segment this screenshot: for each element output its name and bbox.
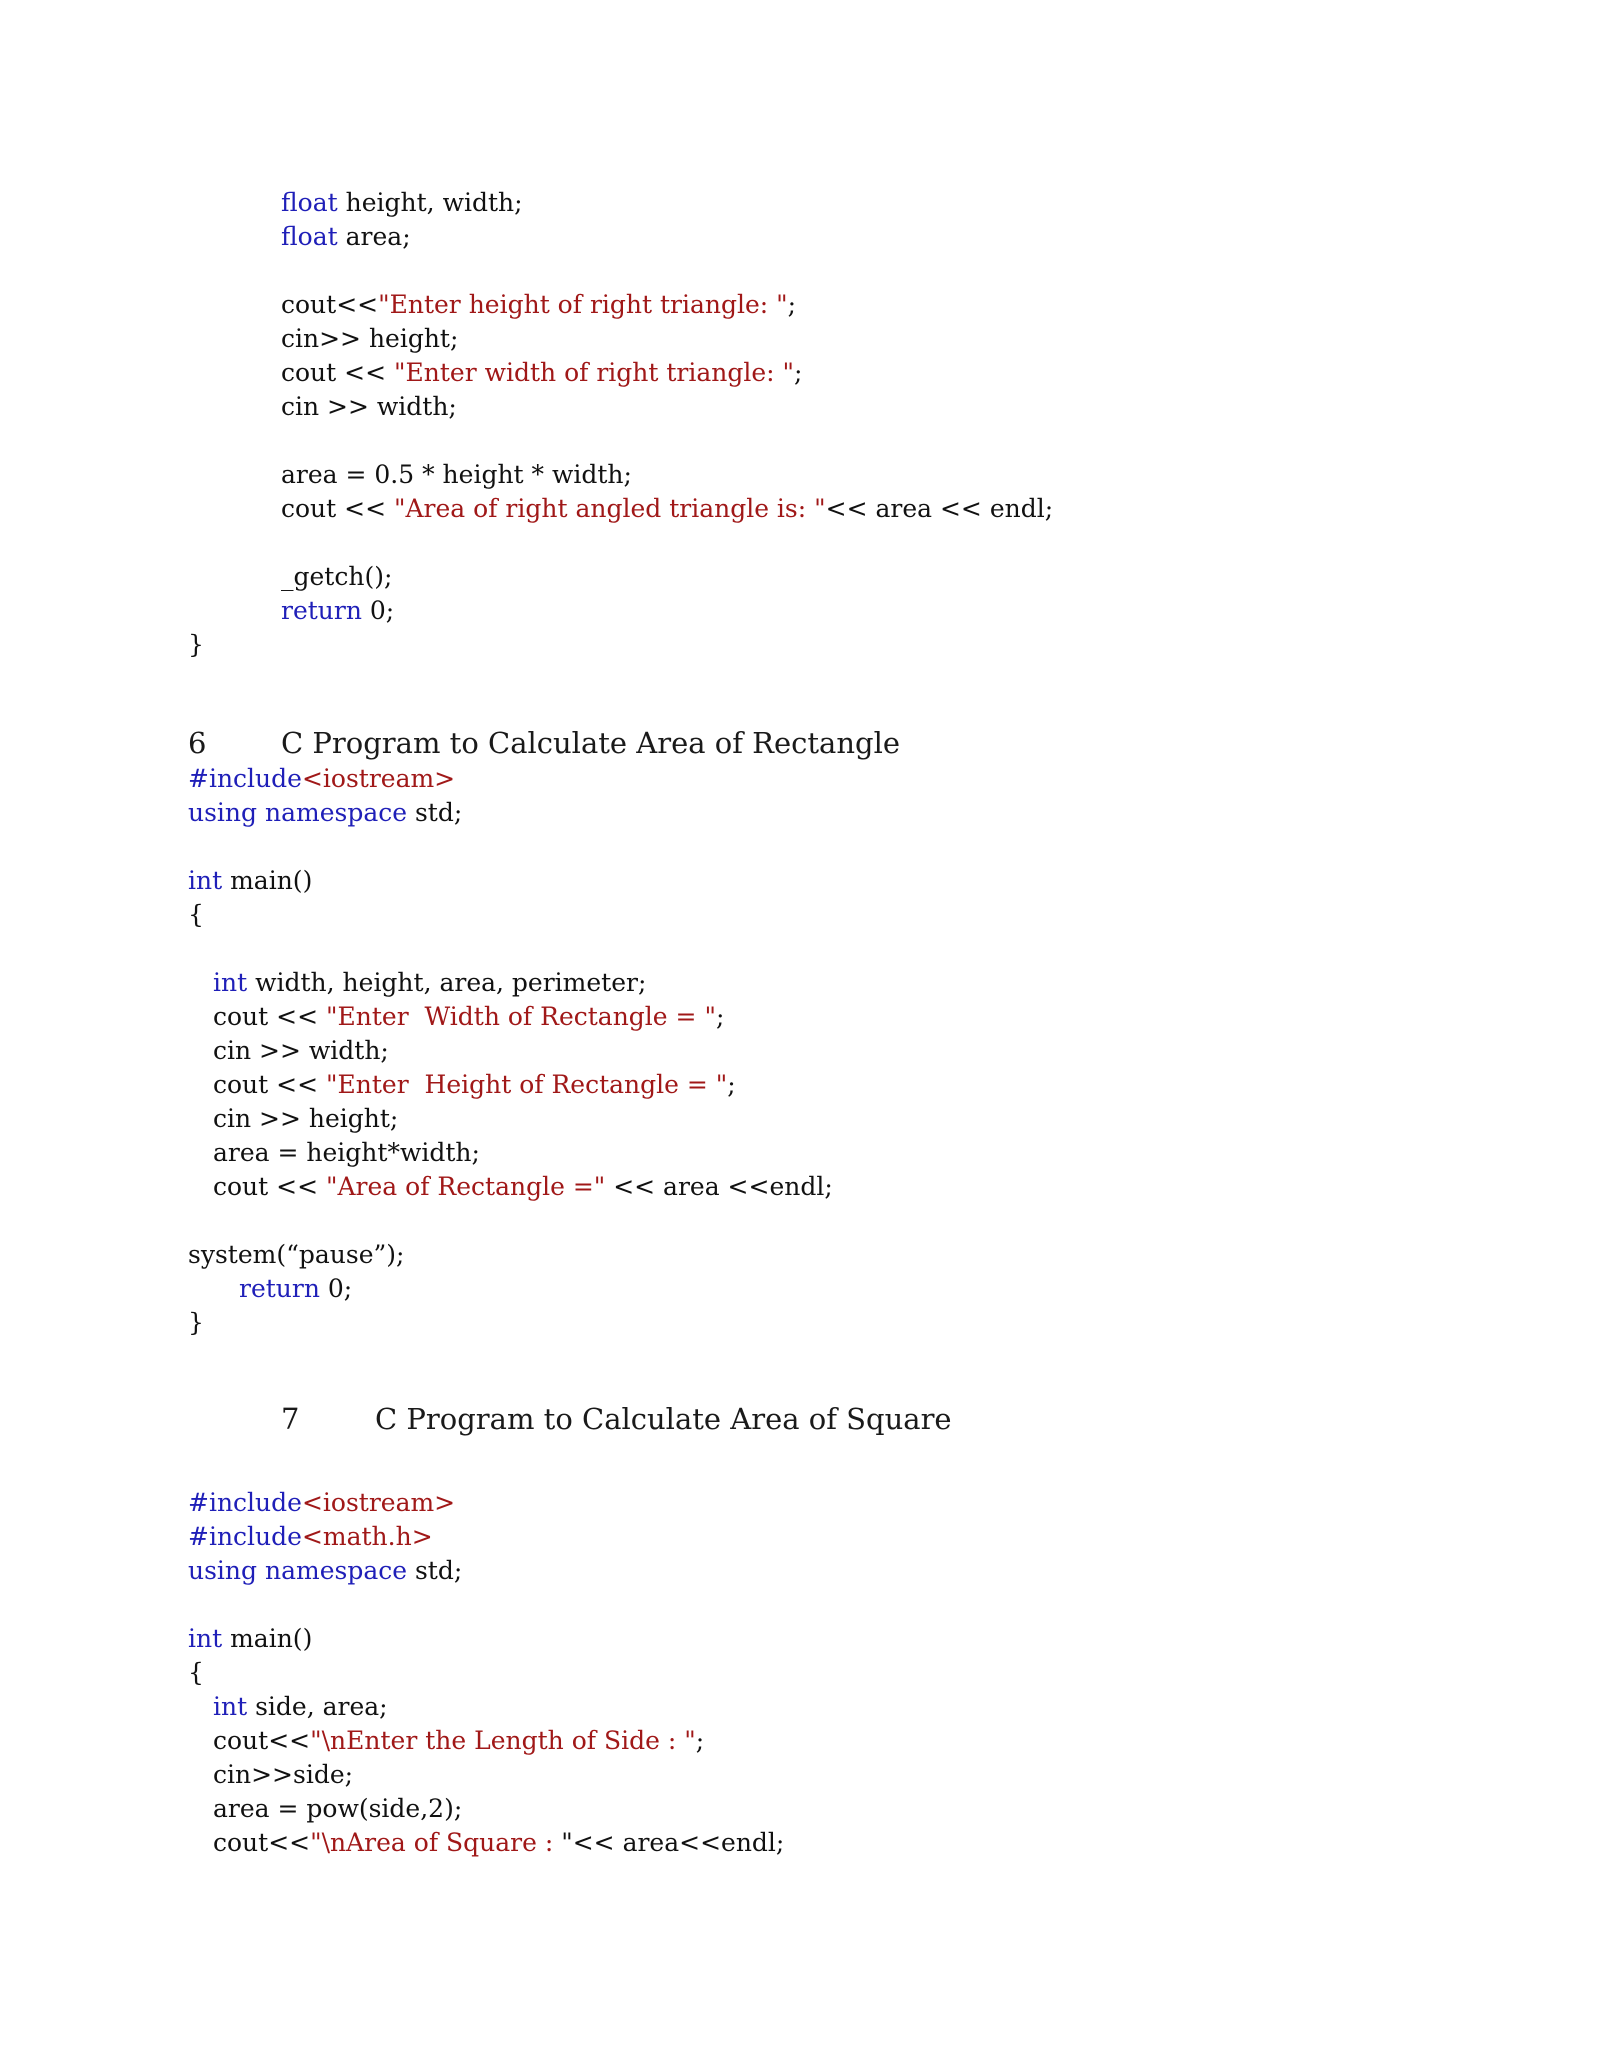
code-keyword: namespace [264,1556,408,1585]
code-text: cout << [213,1002,326,1031]
code-line [188,1238,404,1272]
code-text: } [188,1308,204,1337]
code-text: << area <<endl; [605,1172,833,1201]
code-line [213,1758,353,1792]
code-line [188,796,462,830]
code-string: "\nArea of Square : [310,1828,562,1857]
code-text: { [188,1658,204,1687]
code-text: std; [407,1556,463,1585]
code-line [188,1306,204,1340]
code-text: system(“pause”); [188,1240,405,1269]
code-text: cout<< [213,1726,311,1755]
code-text: _getch(); [281,562,393,591]
code-string: "Enter Height of Rectangle = " [326,1070,728,1099]
section-title: C Program to Calculate Area of Square [375,1402,952,1436]
code-string: "Area of right angled triangle is: " [394,494,826,523]
code-keyword: using [188,1556,258,1585]
code-line [281,186,523,220]
code-text: cin >> height; [213,1104,399,1133]
code-string: "Enter Width of Rectangle = " [326,1002,716,1031]
code-line [188,898,204,932]
code-text: area; [337,222,411,251]
code-text: cout << [213,1070,326,1099]
code-line [213,1034,389,1068]
code-keyword: int [213,1692,248,1721]
code-line [213,1792,462,1826]
code-text: area = 0.5 * height * width; [281,460,632,489]
code-text: main() [222,1624,313,1653]
code-text: ; [787,290,797,319]
code-keyword: #include [188,1488,302,1517]
code-text: cin>>side; [213,1760,354,1789]
code-keyword: return [239,1274,320,1303]
code-line [281,288,796,322]
code-string: "Area of Rectangle =" [326,1172,606,1201]
code-line [281,560,392,594]
code-string: "Enter height of right triangle: " [378,290,788,319]
code-string: "Enter width of right triangle: " [394,358,795,387]
code-text: << area << endl; [825,494,1054,523]
code-text: { [188,900,204,929]
code-keyword: namespace [264,798,408,827]
code-line [281,594,394,628]
code-line [281,220,411,254]
section-number: 7 [281,1402,300,1436]
code-text: cin >> width; [281,392,457,421]
code-text: cout << [281,494,394,523]
code-text: side, area; [247,1692,388,1721]
section-number: 6 [188,726,207,760]
code-line [281,322,458,356]
code-string: <math.h> [301,1522,433,1551]
code-text: cout << [281,358,394,387]
code-keyword: #include [188,764,302,793]
code-line [188,628,204,662]
code-text: height, width; [337,188,523,217]
section-title: C Program to Calculate Area of Rectangle [281,726,901,760]
code-text: 0; [319,1274,353,1303]
code-text: ; [794,358,803,387]
code-line [188,1554,462,1588]
code-line [281,356,802,390]
code-line [188,864,312,898]
code-string: <iostream> [301,764,456,793]
code-line [188,1622,312,1656]
code-line [188,1656,204,1690]
code-string: <iostream> [301,1488,456,1517]
code-text [257,1556,265,1585]
code-line [213,1170,833,1204]
code-line [213,1102,398,1136]
code-text: ; [695,1726,705,1755]
code-line [213,1724,704,1758]
code-text: width, height, area, perimeter; [247,968,647,997]
code-line [213,1136,480,1170]
code-line [281,458,632,492]
code-string: "\nEnter the Length of Side : " [310,1726,696,1755]
code-keyword: using [188,798,258,827]
code-text: 0; [361,596,395,625]
code-text: cin >> width; [213,1036,389,1065]
code-line [213,1690,388,1724]
code-keyword: return [281,596,362,625]
code-text: cout << [213,1172,326,1201]
code-line [281,492,1053,526]
code-text: ; [715,1002,725,1031]
code-text: main() [222,866,313,895]
code-keyword: int [213,968,248,997]
code-line [213,1068,736,1102]
code-keyword: float [281,188,338,217]
code-line [213,1000,724,1034]
code-keyword: int [188,1624,223,1653]
code-line [213,966,646,1000]
code-text [257,798,265,827]
code-line [281,390,457,424]
code-text: } [188,630,204,659]
code-text: std; [407,798,463,827]
code-text: ; [727,1070,736,1099]
code-text: area = pow(side,2); [213,1794,463,1823]
code-text: cout<< [213,1828,311,1857]
code-line [213,1826,784,1860]
code-keyword: float [281,222,338,251]
code-text: area = height*width; [213,1138,480,1167]
code-keyword: int [188,866,223,895]
code-text: cout<< [281,290,379,319]
code-line [188,1486,455,1520]
code-text: "<< area<<endl; [561,1828,785,1857]
code-line [188,1520,433,1554]
code-keyword: #include [188,1522,302,1551]
code-text: cin>> height; [281,324,459,353]
code-line [239,1272,352,1306]
code-line [188,762,455,796]
